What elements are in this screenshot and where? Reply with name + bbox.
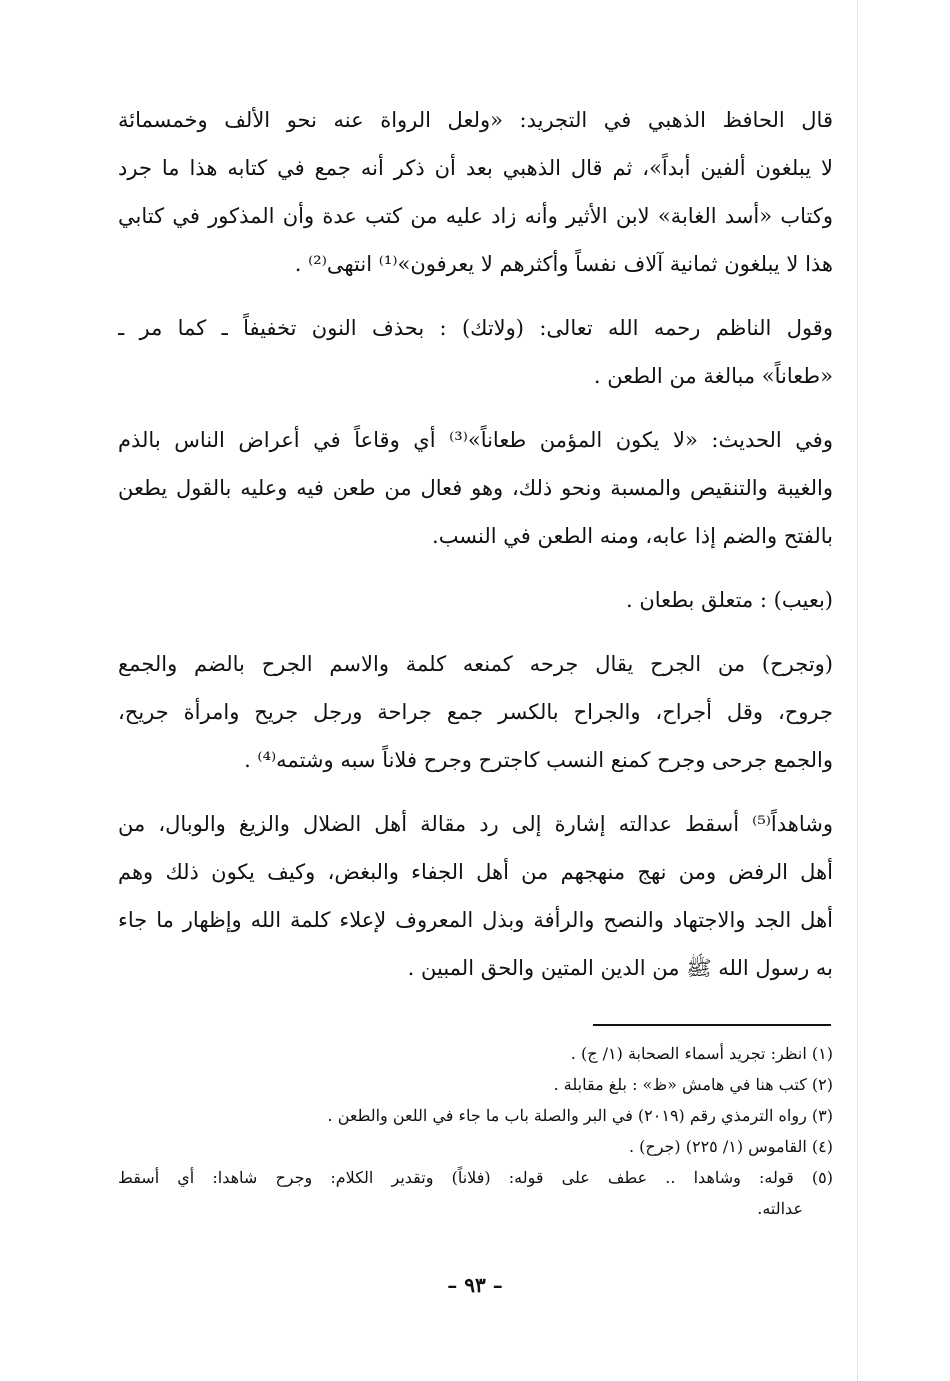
text-line: والجمع جرحى وجرح كمنع النسب كاجترح وجرح فلاناً سبه وشتمه⁽⁴⁾ .: [244, 748, 833, 772]
footnote: (٥) قوله: وشاهدا .. عطف على قوله: (فلاناً) وتقدير الكلام: وجرح شاهدا: أي أسقط: [118, 1168, 833, 1187]
footnote-continuation: عدالته.: [757, 1199, 803, 1218]
text-line: أهل الرفض ومن نهج منهجهم من أهل الجفاء والبغض، وكيف يكون ذلك وهم: [118, 860, 833, 884]
text-line: قال الحافظ الذهبي في التجريد: «ولعل الرواة عنه نحو الألف وخمسمائة: [118, 108, 833, 132]
paragraph: [118, 304, 833, 400]
text-line: وكتاب «أسد الغابة» لابن الأثير وأنه زاد عليه من كتب عدة وأن المذكور في كتابي: [118, 204, 833, 228]
text-line: والغيبة والتنقيص والمسبة ونحو ذلك، وهو فعال من طعن فيه وعليه بالقول يطعن: [118, 476, 833, 500]
text-line: (وتجرح) من الجرح يقال جرحه كمنعه كلمة والاسم الجرح بالضم والجمع: [118, 652, 833, 676]
text-line: به رسول الله ﷺ من الدين المتين والحق المبين .: [407, 956, 833, 980]
page-number: – ٩٣ –: [447, 1273, 503, 1297]
paragraph: [118, 96, 833, 288]
footnote: (١) انظر: تجريد أسماء الصحابة (١/ ج) .: [570, 1044, 833, 1063]
page-edge-marks: [857, 0, 858, 1381]
text-line: أهل الجد والاجتهاد والنصح والرأفة وبذل المعروف لإعلاء كلمة الله وإظهار ما جاء: [118, 908, 833, 932]
text-line: جروح، وقل أجراح، والجراح بالكسر جمع جراحة ورجل جريح وامرأة جريح،: [118, 700, 833, 724]
text-line: لا يبلغون ألفين أبداً»، ثم قال الذهبي بعد أن ذكر أنه جمع في كتابه هذا ما جرد: [118, 156, 833, 180]
text-line: وشاهداً⁽⁵⁾ أسقط عدالته إشارة إلى رد مقالة أهل الضلال والزيغ والوبال، من: [118, 812, 833, 836]
text-line: (بعيب) : متعلق بطعان .: [626, 588, 833, 612]
footnote-divider: [593, 1024, 831, 1026]
paragraph: [118, 576, 833, 624]
text-line: وفي الحديث: «لا يكون المؤمن طعاناً»⁽³⁾ أي وقاعاً في أعراض الناس بالذم: [118, 428, 833, 452]
paragraph: [118, 640, 833, 784]
text-line: بالفتح والضم إذا عابه، ومنه الطعن في النسب.: [432, 524, 833, 548]
paragraph: [118, 416, 833, 560]
footnotes: [118, 1038, 833, 1224]
text-line: هذا لا يبلغون ثمانية آلاف نفساً وأكثرهم لا يعرفون»⁽¹⁾ انتهى⁽²⁾ .: [294, 252, 833, 276]
text-line: وقول الناظم رحمه الله تعالى: (ولاتك) : بحذف النون تخفيفاً ـ كما مر ـ: [118, 316, 833, 340]
paragraph: [118, 800, 833, 992]
text-line: «طعاناً» مبالغة من الطعن .: [593, 364, 833, 388]
footnote: (٤) القاموس (١/ ٢٢٥) (جرح) .: [628, 1137, 833, 1156]
footnote: (٢) كتب هنا في هامش «ظ» : بلغ مقابلة .: [553, 1075, 833, 1094]
footnote: (٣) رواه الترمذي رقم (٢٠١٩) في البر والصلة باب ما جاء في اللعن والطعن .: [327, 1106, 833, 1125]
main-text: [118, 96, 833, 992]
